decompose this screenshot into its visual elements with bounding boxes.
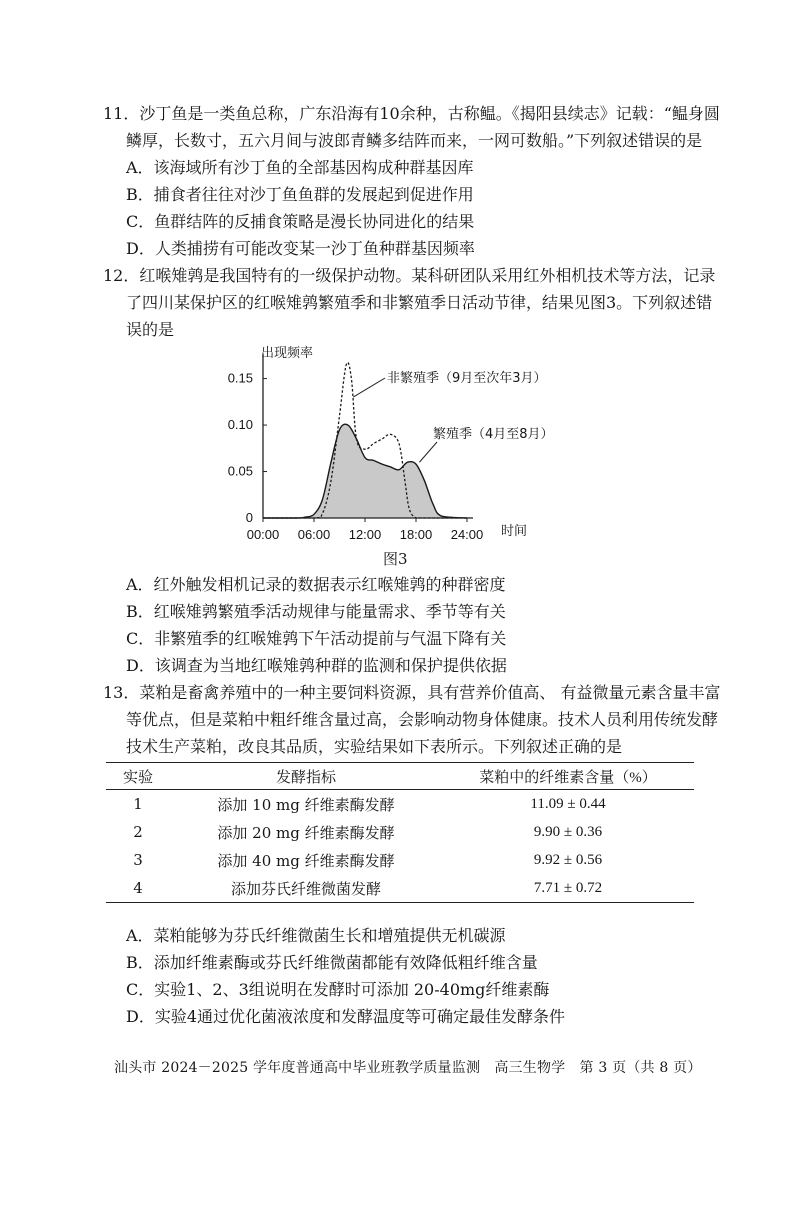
- figure-caption: 图3: [383, 550, 408, 568]
- x-tick-label: 24:00: [450, 527, 484, 542]
- q13-option-b: B．添加纤维素酶或芬氏纤维微菌都能有效降低粗纤维含量: [126, 953, 538, 972]
- y-tick-label: 0.05: [227, 463, 253, 479]
- y-tick-label: 0.15: [227, 370, 253, 386]
- table-cell: 添加芬氏纤维微菌发酵: [170, 874, 442, 903]
- table-cell: 7.71 ± 0.72: [442, 874, 694, 903]
- x-axis-label: 时间: [501, 524, 528, 539]
- q12-option-c: C．非繁殖季的红喉雉鹑下午活动提前与气温下降有关: [126, 629, 507, 648]
- q13-stem-line-2: 等优点，但是菜粕中粗纤维含量过高，会影响动物身体健康。技术人员利用传统发酵: [126, 710, 719, 729]
- q12-stem-line-1: 12．红喉雉鹑是我国特有的一级保护动物。某科研团队采用红外相机技术等方法，记录: [103, 266, 716, 285]
- activity-rhythm-chart: [215, 338, 554, 568]
- q11-option-b: B．捕食者往往对沙丁鱼鱼群的发展起到促进作用: [126, 185, 474, 204]
- x-tick-label: 18:00: [399, 527, 433, 542]
- series-leader-breeding: [419, 442, 437, 462]
- x-tick-label: 12:00: [348, 527, 382, 542]
- table-cell: 添加 40 mg 纤维素酶发酵: [217, 851, 395, 870]
- fermentation-results-table: [106, 762, 694, 903]
- q11-option-d: D．人类捕捞有可能改变某一沙丁鱼种群基因频率: [126, 239, 475, 258]
- table-cell: 9.90 ± 0.36: [533, 823, 603, 840]
- chart-svg: [215, 338, 554, 568]
- table-header: 发酵指标: [170, 763, 442, 790]
- table-cell: 11.09 ± 0.44: [530, 795, 606, 812]
- table-cell: 9.92 ± 0.56: [533, 851, 603, 868]
- q12-stem-line-3: 误的是: [126, 320, 175, 339]
- table-cell: 添加 20 mg 纤维素酶发酵: [217, 823, 395, 842]
- table-cell: 1: [133, 795, 143, 813]
- q12-option-b: B．红喉雉鹑繁殖季活动规律与能量需求、季节等有关: [126, 602, 506, 621]
- table-cell: 3: [133, 851, 143, 869]
- x-tick-label: 06:00: [297, 527, 331, 542]
- table-header: 菜粕中的纤维素含量（%）: [442, 763, 694, 790]
- q13-option-d: D．实验4通过优化菌液浓度和发酵温度等可确定最佳发酵条件: [126, 1007, 566, 1026]
- q12-stem-line-2: 了四川某保护区的红喉雉鹑繁殖季和非繁殖季日活动节律，结果见图3。下列叙述错: [126, 293, 713, 312]
- q13-stem-line-1: 13．菜粕是畜禽养殖中的一种主要饲料资源，具有营养价值高、 有益微量元素含量丰富: [103, 683, 721, 702]
- series-label-nonbreeding: 非繁殖季（9月至次年3月）: [387, 371, 547, 386]
- q13-option-c: C．实验1、2、3组说明在发酵时可添加 20-40mg纤维素酶: [126, 980, 550, 999]
- q12-option-a: A．红外触发相机记录的数据表示红喉雉鹑的种群密度: [126, 575, 506, 594]
- table-row: [106, 874, 694, 903]
- page-footer: 汕头市 2024－2025 学年度普通高中毕业班教学质量监测 高三生物学 第 3 页（共 8 页）: [114, 1060, 702, 1076]
- q11-option-c: C．鱼群结阵的反捕食策略是漫长协同进化的结果: [126, 212, 475, 231]
- y-axis-label: 出现频率: [261, 346, 314, 361]
- y-tick-label: 0.10: [227, 417, 253, 433]
- table-row: [106, 818, 694, 846]
- table-row: [106, 790, 694, 819]
- table-cell: 4: [106, 874, 170, 903]
- table-row: [106, 846, 694, 874]
- table-cell: 添加 10 mg 纤维素酶发酵: [217, 795, 395, 814]
- q13-stem-line-3: 技术生产菜粕，改良其品质，实验结果如下表所示。下列叙述正确的是: [126, 737, 623, 756]
- q13-option-a: A．菜粕能够为芬氏纤维微菌生长和增殖提供无机碳源: [126, 926, 506, 945]
- q11-option-a: A．该海域所有沙丁鱼的全部基因构成种群基因库: [126, 158, 474, 177]
- q11-stem-line-2: 鳞厚，长数寸，五六月间与波郎青鳞多结阵而来，一网可数船。”下列叙述错误的是: [126, 131, 703, 150]
- series-leader-nonbreeding: [353, 378, 385, 397]
- table-header-row: [106, 763, 694, 790]
- table-header: 实验: [106, 763, 170, 790]
- table-cell: 2: [133, 823, 143, 841]
- y-tick-label: 0: [245, 510, 253, 525]
- q12-option-d: D．该调查为当地红喉雉鹑种群的监测和保护提供依据: [126, 656, 507, 675]
- q11-stem-line-1: 11．沙丁鱼是一类鱼总称，广东沿海有10余种，古称鳁。《揭阳县续志》记载：“鳁身圆: [103, 104, 720, 123]
- x-tick-label: 00:00: [246, 527, 280, 542]
- series-label-breeding: 繁殖季（4月至8月）: [433, 427, 554, 442]
